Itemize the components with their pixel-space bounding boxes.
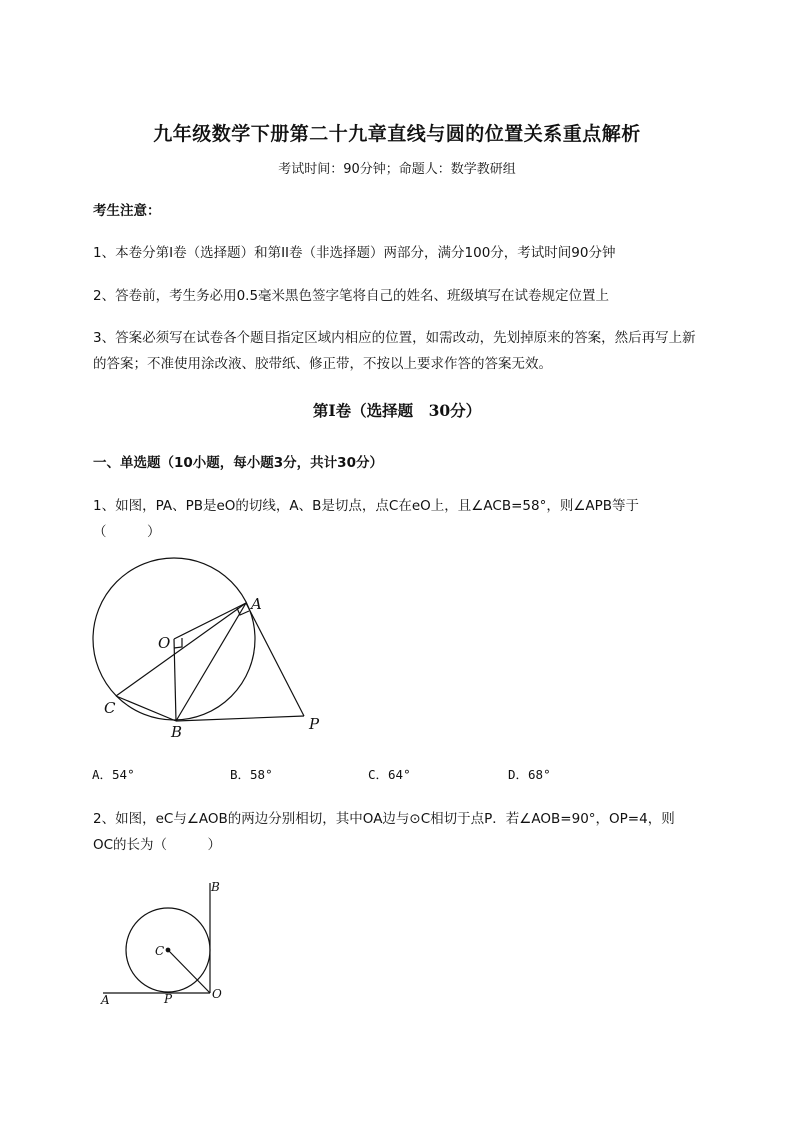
- note-item: 3、答案必须写在试卷各个题目指定区域内相应的位置，如需改动，先划掉原来的答案，然后再写上新: [93, 330, 696, 346]
- note-item-continued: 的答案；不准使用涂改液、胶带纸、修正带，不按以上要求作答的答案无效。: [93, 356, 552, 372]
- label-a: A: [251, 595, 262, 613]
- page-title: 九年级数学下册第二十九章直线与圆的位置关系重点解析: [153, 123, 641, 145]
- label-c: C: [104, 699, 116, 717]
- note-item: 1、本卷分第I卷（选择题）和第II卷（非选择题）两部分，满分100分，考试时间90分钟: [93, 245, 616, 261]
- label-o: O: [212, 987, 222, 1001]
- label-c: C: [155, 944, 165, 958]
- chord-ca: [116, 603, 246, 696]
- label-b: B: [171, 723, 183, 741]
- question-1-blank: （ ）: [93, 524, 161, 540]
- center-point-c: [166, 948, 170, 952]
- label-p: P: [309, 715, 320, 733]
- label-p: P: [164, 992, 173, 1006]
- label-a: A: [101, 993, 110, 1007]
- label-o: O: [158, 634, 171, 652]
- option-c[interactable]: C．64°: [368, 767, 411, 782]
- tangent-pa: [246, 603, 304, 716]
- chord-cb: [116, 696, 176, 721]
- question-1-text: 1、如图，PA、PB是eO的切线，A、B是切点，点C在eO上，且∠ACB=58°，则∠APB等于: [93, 498, 640, 514]
- note-item: 2、答卷前，考生务必用0.5毫米黑色签字笔将自己的姓名、班级填写在试卷规定位置上: [93, 288, 610, 304]
- section-title: 第I卷（选择题 30分）: [312, 401, 482, 420]
- question-2-text: 2、如图，eC与∠AOB的两边分别相切，其中OA边与⊙C相切于点P．若∠AOB=90°，OP=4，则: [93, 811, 675, 827]
- option-a[interactable]: A．54°: [92, 767, 135, 782]
- figure-question-1: [93, 558, 320, 741]
- part-heading: 一、单选题（10小题，每小题3分，共计30分）: [93, 455, 383, 471]
- option-b[interactable]: B．58°: [230, 767, 273, 782]
- figure-question-2: [100, 880, 222, 1007]
- segment-ob: [174, 639, 176, 721]
- label-b: B: [211, 880, 220, 894]
- exam-info: 考试时间：90分钟；命题人：数学教研组: [278, 162, 516, 177]
- option-d[interactable]: D．68°: [508, 767, 551, 782]
- question-2-blank: OC的长为（ ）: [93, 837, 222, 853]
- right-angle-mark-o: [174, 638, 182, 648]
- notes-heading: 考生注意：: [93, 203, 161, 219]
